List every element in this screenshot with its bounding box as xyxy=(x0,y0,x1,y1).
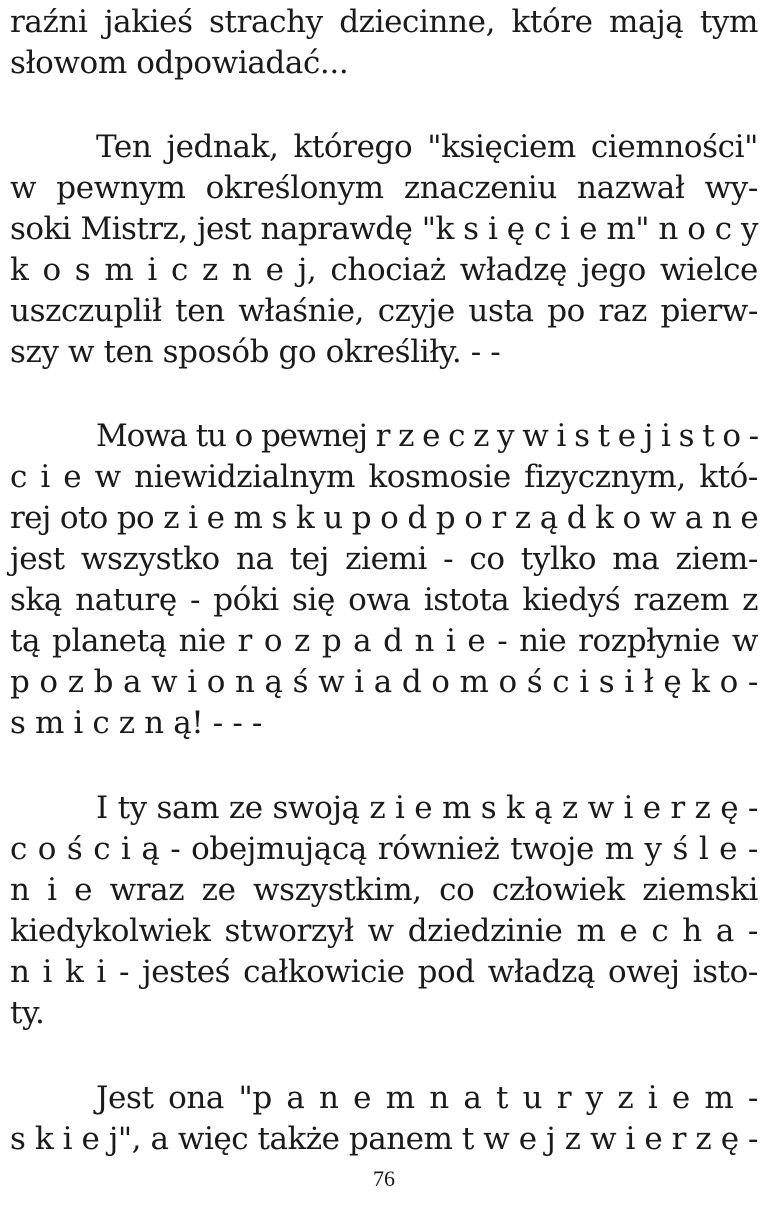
text-line: ską naturę - póki się owa istota kiedyś razem z xyxy=(10,582,758,618)
text-line: p o z b a w i o n ą ś w i a d o m o ś c i s i ł ę k o - xyxy=(10,664,758,700)
text-line: Jest ona "p a n e m n a t u r y z i e m - xyxy=(96,1080,758,1116)
text-line: szy w ten sposób go określiły. - - xyxy=(10,334,501,370)
text-line: w pewnym określonym znaczeniu nazwał wy- xyxy=(10,170,758,206)
text-line: raźni jakieś strachy dziecinne, które mają tym xyxy=(10,4,758,40)
text-line: s m i c z n ą! - - - xyxy=(10,705,262,741)
text-line: I ty sam ze swoją z i e m s k ą z w i e r z ę - xyxy=(96,790,758,826)
text-line: ty. xyxy=(10,995,45,1031)
text-line: jest wszystko na tej ziemi - co tylko ma ziem- xyxy=(10,541,758,577)
page-number: 76 xyxy=(373,1166,395,1191)
text-line: soki Mistrz, jest naprawdę "k s i ę c i e m" n o c y xyxy=(10,211,758,247)
text-line: c i e w niewidzialnym kosmosie fizycznym, któ- xyxy=(10,459,758,495)
text-line: s k i e j", a więc także panem t w e j z w i e r z ę - xyxy=(10,1121,758,1157)
text-line: uszczuplił ten właśnie, czyje usta po raz pierw- xyxy=(10,293,758,329)
text-line: n i k i - jesteś całkowicie pod władzą owej isto- xyxy=(10,954,758,990)
text-line: n i e wraz ze wszystkim, co człowiek ziemski xyxy=(10,872,758,908)
text-line: k o s m i c z n e j, chociaż władzę jego wielce xyxy=(10,252,758,288)
text-line: słowom odpowiadać... xyxy=(10,45,349,81)
text-line: rej oto po z i e m s k u p o d p o r z ą d k o w a n e xyxy=(10,500,758,536)
text-line: tą planetą nie r o z p a d n i e - nie rozpłynie w xyxy=(10,623,758,659)
text-line: kiedykolwiek stworzył w dziedzinie m e c h a - xyxy=(10,913,758,949)
text-line: c o ś c i ą - obejmującą również twoje m y ś l e - xyxy=(10,831,758,867)
text-line: Ten jednak, którego "księciem ciemności" xyxy=(96,129,758,165)
text-line: Mowa tu o pewnej r z e c z y w i s t e j i s t o - xyxy=(96,418,758,454)
